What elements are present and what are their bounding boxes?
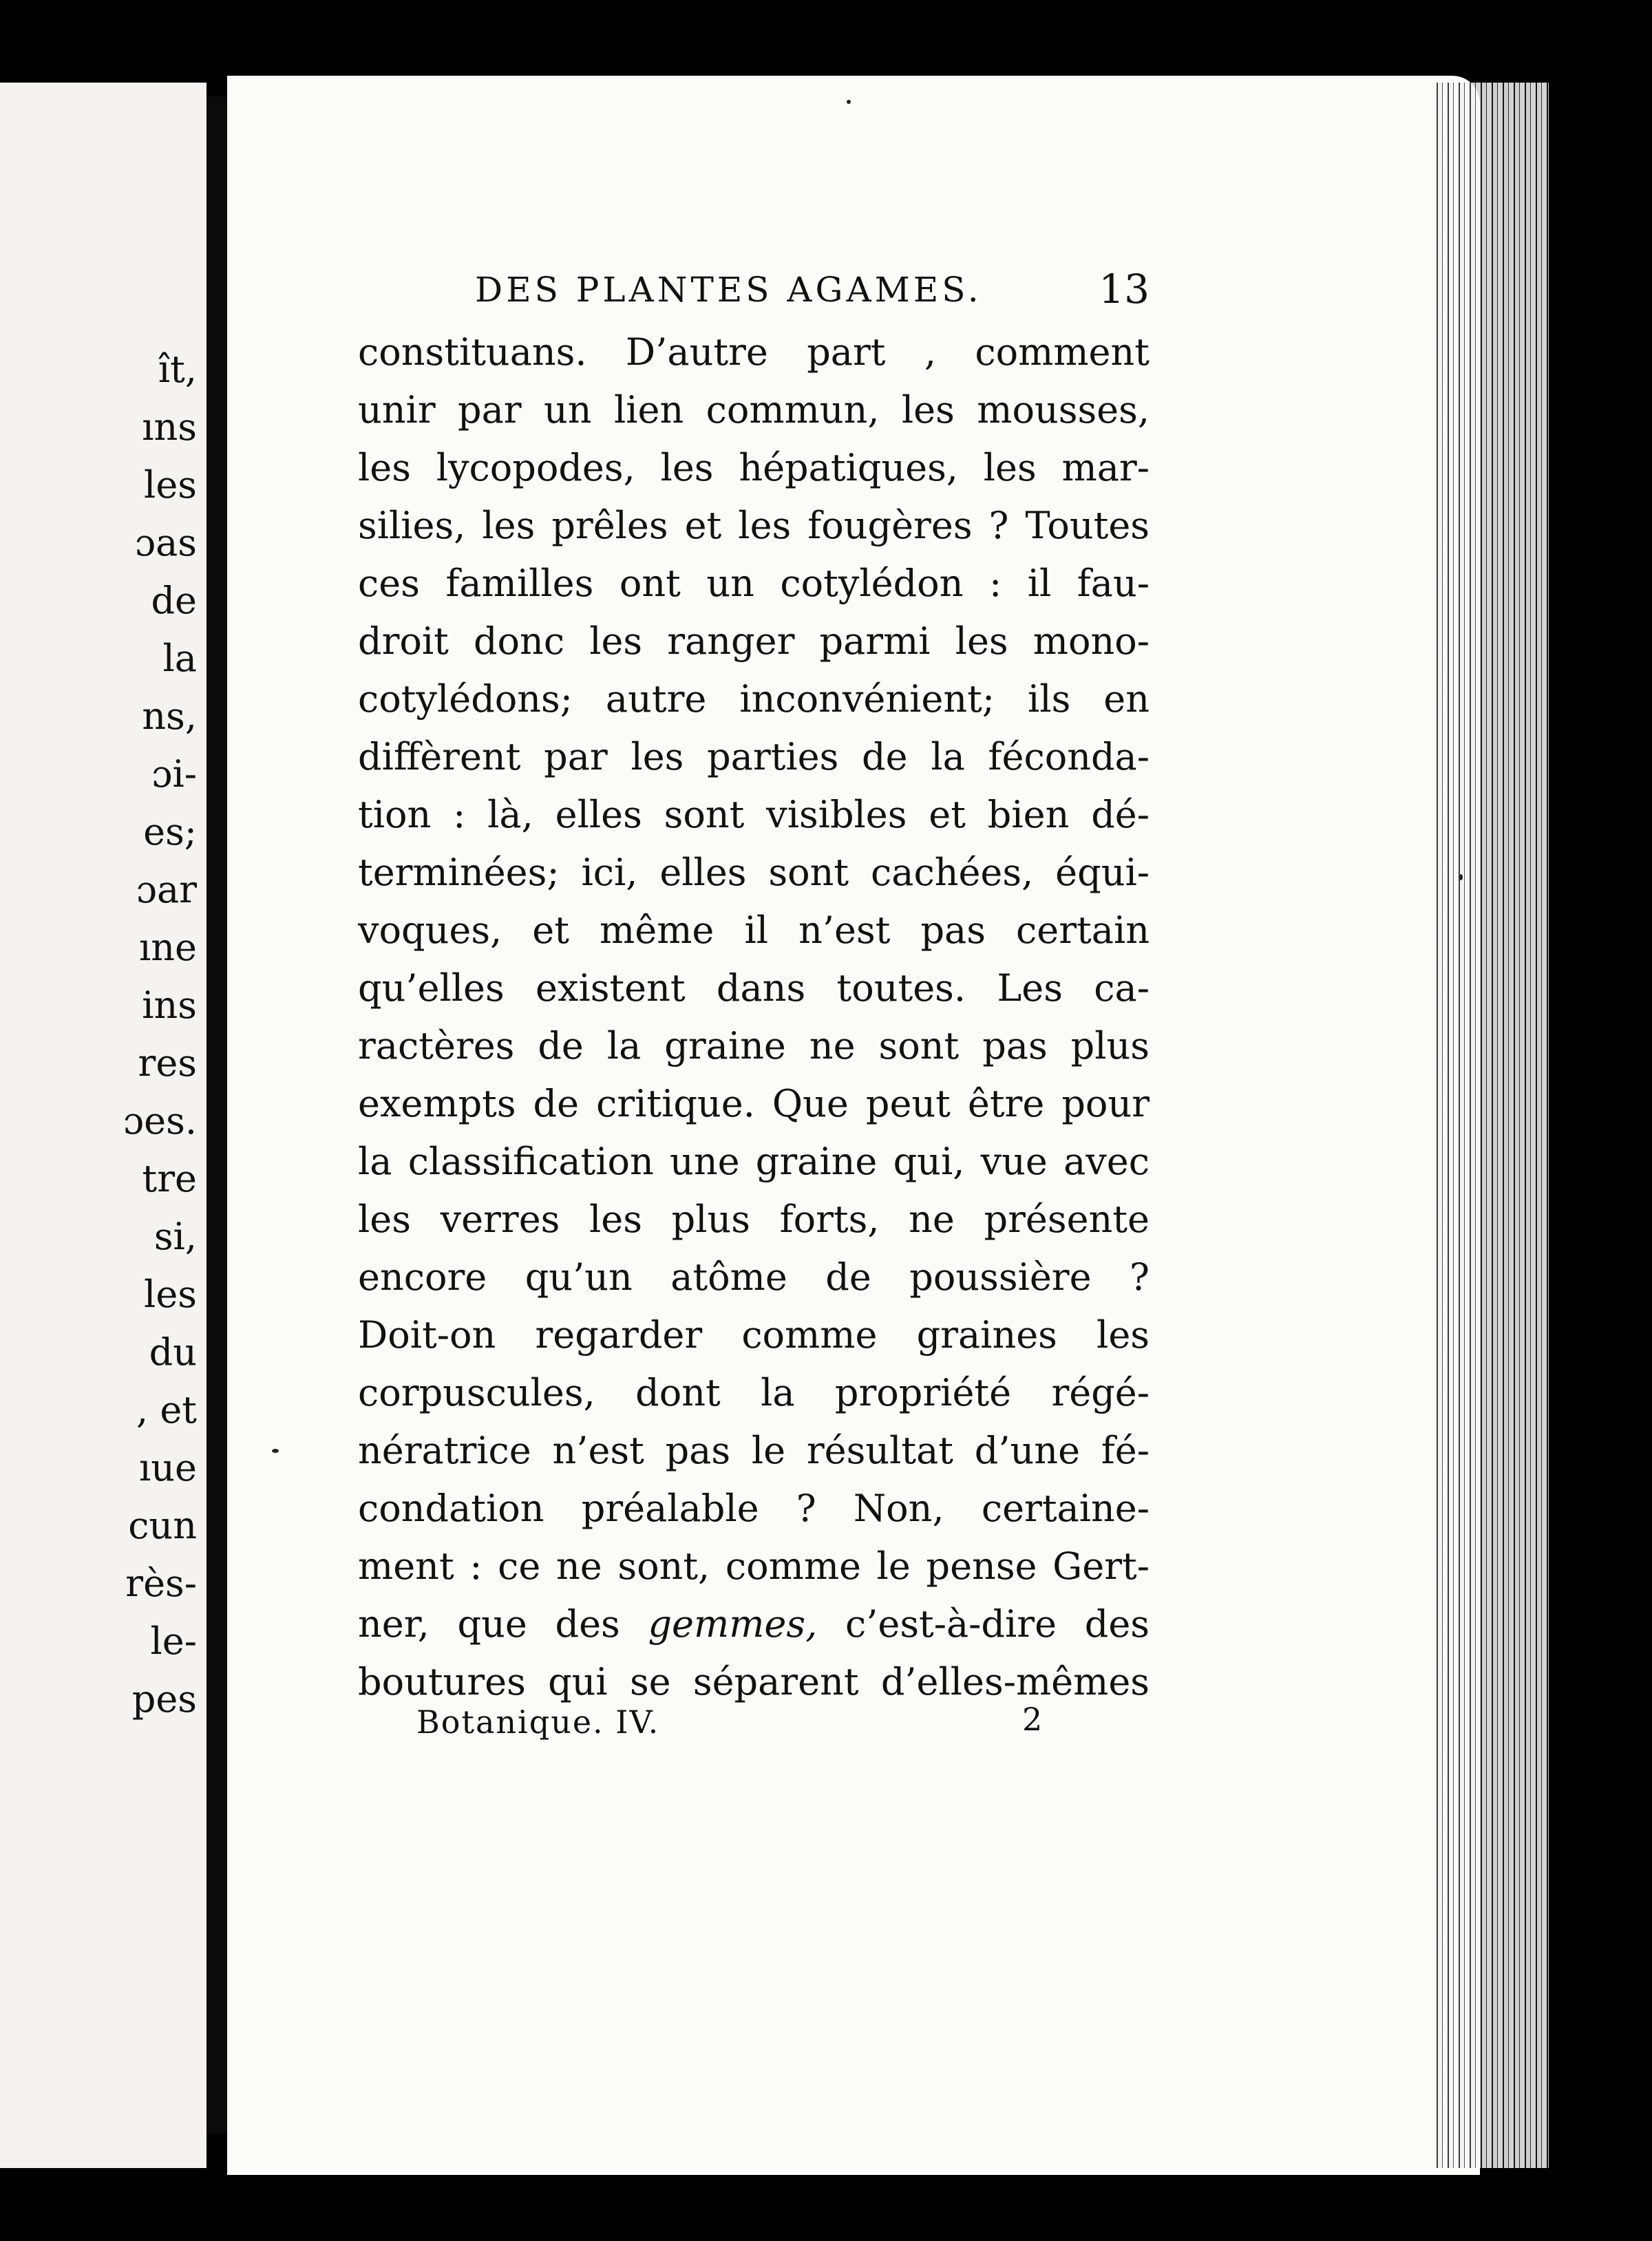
text-line: qu’elles existent dans toutes. Les ca- bbox=[358, 966, 1150, 1010]
text-line: diffèrent par les parties de la féconda- bbox=[358, 735, 1150, 778]
left-page-fragment: ît, bbox=[158, 348, 197, 391]
left-facing-page bbox=[0, 83, 206, 2168]
left-page-fragment: ıns bbox=[142, 405, 197, 449]
left-page-fragment: ɔes. bbox=[123, 1099, 197, 1143]
left-page-fragment: si, bbox=[153, 1215, 197, 1258]
left-page-fragment: ıne bbox=[138, 926, 197, 969]
page-edges bbox=[1432, 83, 1549, 2168]
left-page-fragment: de bbox=[151, 579, 197, 622]
left-page-fragment: tre bbox=[142, 1157, 197, 1200]
text-line: condation préalable ? Non, certaine- bbox=[358, 1487, 1150, 1530]
left-page-fragment: la bbox=[162, 637, 197, 680]
text-line: tion : là, elles sont visibles et bien dé- bbox=[358, 793, 1150, 836]
signature-line bbox=[416, 1701, 1043, 1752]
left-page-fragment: les bbox=[144, 463, 197, 507]
text-segment: c’est-à-dire des bbox=[817, 1602, 1150, 1646]
text-line: exempts de critique. Que peut être pour bbox=[358, 1082, 1150, 1125]
text-line: encore qu’un atôme de poussière ? bbox=[358, 1255, 1150, 1299]
running-head bbox=[475, 266, 1150, 318]
text-line: ces familles ont un cotylédon : il fau- bbox=[358, 562, 1150, 605]
left-page-fragment: pes bbox=[131, 1677, 197, 1721]
left-page-fragment: , et bbox=[136, 1388, 197, 1432]
page-number: 13 bbox=[1099, 266, 1150, 312]
text-line-italic bbox=[358, 1595, 1150, 1653]
text-line: Doit-on regarder comme graines les bbox=[358, 1313, 1150, 1357]
text-line: corpuscules, dont la propriété régé- bbox=[358, 1371, 1150, 1414]
left-page-fragment: le- bbox=[150, 1619, 197, 1663]
text-line: silies, les prêles et les fougères ? Toutes bbox=[358, 504, 1150, 547]
text-segment: ner, que des bbox=[358, 1602, 648, 1646]
left-page-fragment: ɔar bbox=[136, 868, 197, 911]
running-head-title: DES PLANTES AGAMES. bbox=[475, 270, 982, 310]
left-page-fragment: es; bbox=[143, 810, 197, 853]
text-line: unir par un lien commun, les mousses, bbox=[358, 388, 1150, 432]
text-line: droit donc les ranger parmi les mono- bbox=[358, 619, 1150, 663]
left-page-fragment: du bbox=[149, 1330, 197, 1374]
left-page-fragment: rès- bbox=[125, 1562, 197, 1605]
left-page-fragment: cun bbox=[128, 1504, 197, 1547]
left-page-fragment: les bbox=[144, 1273, 197, 1316]
ink-speck bbox=[847, 100, 851, 104]
left-page-fragment: ins bbox=[142, 984, 197, 1027]
italic-word: gemmes, bbox=[648, 1602, 818, 1646]
signature-label: Botanique. IV. bbox=[416, 1703, 660, 1741]
left-page-fragment: ns, bbox=[142, 694, 197, 738]
text-line: nératrice n’est pas le résultat d’une fé- bbox=[358, 1429, 1150, 1472]
signature-mark: 2 bbox=[1022, 1701, 1043, 1738]
left-page-fragment: ɔi- bbox=[151, 752, 197, 796]
text-line: ractères de la graine ne sont pas plus bbox=[358, 1024, 1150, 1068]
text-line: ment : ce ne sont, comme le pense Gert- bbox=[358, 1544, 1150, 1588]
left-page-fragment: ɔas bbox=[134, 521, 197, 564]
text-line: terminées; ici, elles sont cachées, équi- bbox=[358, 851, 1150, 894]
text-line: les lycopodes, les hépatiques, les mar- bbox=[358, 446, 1150, 489]
text-line: les verres les plus forts, ne présente bbox=[358, 1198, 1150, 1241]
text-line: la classification une graine qui, vue avec bbox=[358, 1140, 1150, 1183]
text-line: cotylédons; autre inconvénient; ils en bbox=[358, 677, 1150, 721]
ink-speck bbox=[272, 1449, 279, 1453]
text-line: voques, et même il n’est pas certain bbox=[358, 909, 1150, 952]
ink-speck bbox=[1459, 874, 1463, 880]
text-line: constituans. D’autre part , comment bbox=[358, 330, 1150, 374]
left-page-fragment: res bbox=[138, 1041, 197, 1085]
text-line: boutures qui se séparent d’elles-mêmes bbox=[358, 1660, 1150, 1703]
left-page-fragment: ıue bbox=[138, 1446, 197, 1489]
